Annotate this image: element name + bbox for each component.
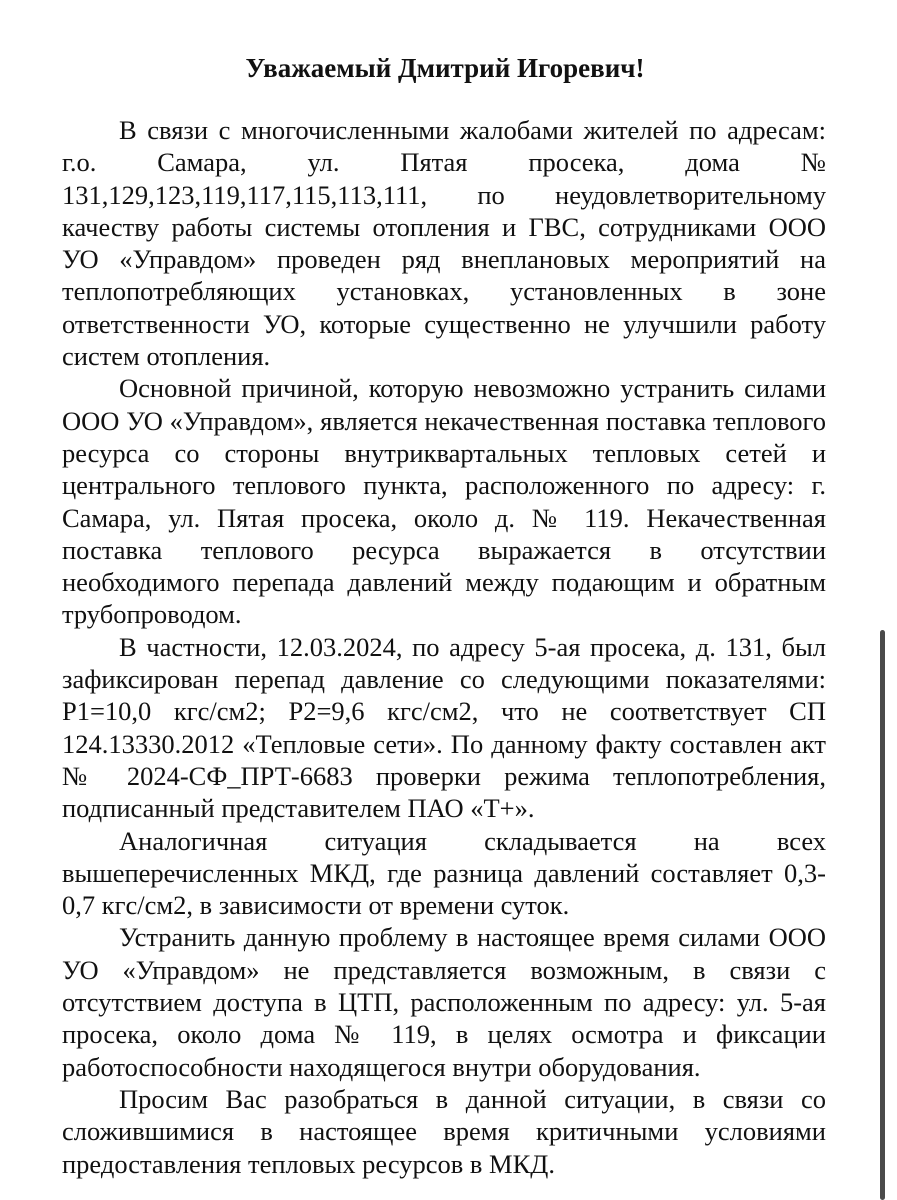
paragraph-request: Просим Вас разобраться в данной ситуации, в связи со сложившимися в настоящее время критичными условиями предоставления тепловых ресурсов в МКД. <box>62 1083 826 1179</box>
vertical-scrollbar[interactable] <box>880 630 885 1200</box>
letter-body <box>62 114 826 1180</box>
paragraph-no-access: Устранить данную проблему в настоящее время силами ООО УО «Управдом» не представляется возможным, в связи с отсутствием доступа в ЦТП, расположенным по адресу: ул. 5-ая просека, около дома № 119, в целях осмотра и фиксации работоспособности находящегося внутри оборудования. <box>62 922 826 1082</box>
paragraph-main-cause: Основной причиной, которую невозможно устранить силами ООО УО «Управдом», является некачественная поставка теплового ресурса со стороны внутриквартальных тепловых сетей и центрального теплового пункта, расположенного по адресу: г. Самара, ул. Пятая просека, около д. № 119. Некачественная поставка теплового ресурса выражается в отсутствии необходимого перепада давлений между подающим и обратным трубопроводом. <box>62 373 826 630</box>
paragraph-pressure-readings: В частности, 12.03.2024, по адресу 5-ая просека, д. 131, был зафиксирован перепад давление со следующими показателями: Р1=10,0 кгс/см2; Р2=9,6 кгс/см2, что не соответствует СП 124.13330.2012 «Тепловые сети». По данному факту составлен акт № 2024-СФ_ПРТ-6683 проверки режима теплопотребления, подписанный представителем ПАО «Т+». <box>62 631 826 824</box>
paragraph-complaints: В связи с многочисленными жалобами жителей по адресам: г.о. Самара, ул. Пятая просека, дома № 131,129,123,119,117,115,113,111, по неудовлетворительному качеству работы системы отопления и ГВС, сотрудниками ООО УО «Управдом» проведен ряд внеплановых мероприятий на теплопотребляющих установках, установленных в зоне ответственности УО, которые существенно не улучшили работу систем отопления. <box>62 115 826 372</box>
paragraph-similar-situation: Аналогичная ситуация складывается на всех вышеперечисленных МКД, где разница давлений составляет 0,3-0,7 кгс/см2, в зависимости от времени суток. <box>62 825 826 921</box>
salutation-heading: Уважаемый Дмитрий Игоревич! <box>245 53 645 83</box>
